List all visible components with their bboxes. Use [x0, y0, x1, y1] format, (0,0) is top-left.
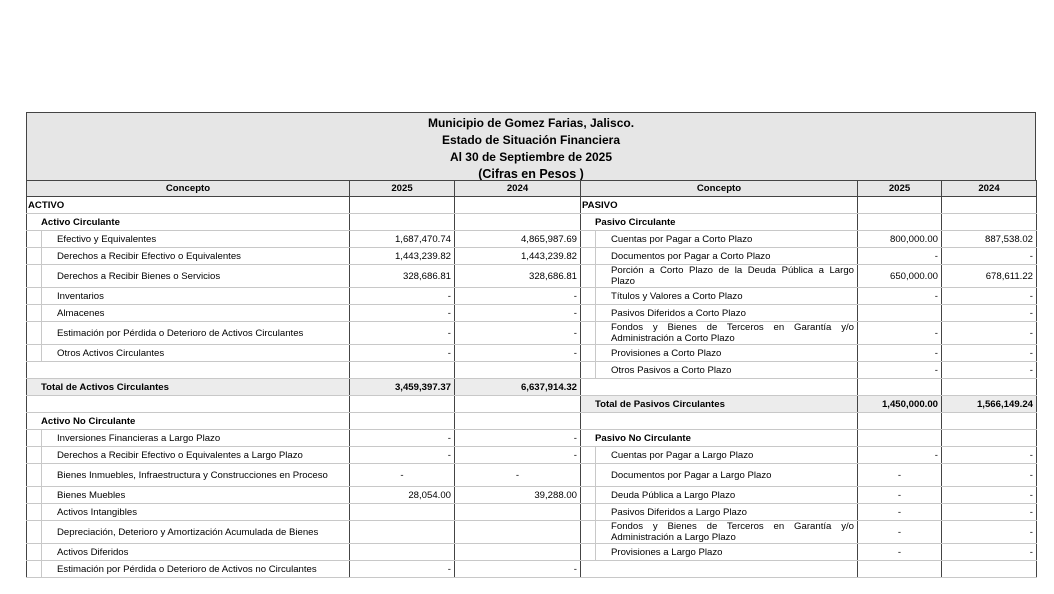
- row-value-2025: -: [350, 447, 455, 464]
- row-label: Efectivo y Equivalentes: [27, 231, 350, 248]
- column-header-row: [27, 181, 1037, 197]
- row-value-2025: -: [350, 345, 455, 362]
- table-row: [27, 345, 1037, 362]
- row-value-2024: -: [942, 464, 1037, 487]
- row-label: Bienes Muebles: [27, 487, 350, 504]
- row-value-2024: -: [455, 322, 581, 345]
- row-value-2025: 1,687,470.74: [350, 231, 455, 248]
- row-label: Activos Intangibles: [27, 504, 350, 521]
- row-value-2024: -: [455, 464, 581, 487]
- row-value-2024: -: [942, 288, 1037, 305]
- report-date: Al 30 de Septiembre de 2025: [449, 150, 613, 164]
- entity-name: Municipio de Gomez Farias, Jalisco.: [427, 116, 635, 130]
- row-label: Cuentas por Pagar a Corto Plazo: [581, 231, 858, 248]
- row-label: Provisiones a Largo Plazo: [581, 544, 858, 561]
- row-label: Pasivos Diferidos a Corto Plazo: [581, 305, 858, 322]
- row-label: Otros Activos Circulantes: [27, 345, 350, 362]
- row-value-2025: -: [858, 447, 942, 464]
- row-value-2025: -: [858, 487, 942, 504]
- row-label: Estimación por Pérdida o Deterioro de Activos Circulantes: [27, 322, 350, 345]
- row-value-2025: -: [350, 305, 455, 322]
- table-row: [27, 561, 1037, 578]
- total-activo-circulante-label: Total de Activos Circulantes: [27, 379, 350, 396]
- row-value-2024: [455, 504, 581, 521]
- report-title: Estado de Situación Financiera: [441, 133, 621, 147]
- group-activo-no-circulante: Activo No Circulante: [27, 413, 350, 430]
- row-value-2024: -: [455, 305, 581, 322]
- row-label: Depreciación, Deterioro y Amortización Acumulada de Bienes: [27, 521, 350, 544]
- row-label: Documentos por Pagar a Largo Plazo: [581, 464, 858, 487]
- column-concept-left: Concepto: [27, 181, 350, 197]
- row-label: Fondos y Bienes de Terceros en Garantía y/o Administración a Largo Plazo: [581, 521, 858, 544]
- row-value-2024: [455, 544, 581, 561]
- row-value-2024: 1,443,239.82: [455, 248, 581, 265]
- row-label: Provisiones a Corto Plazo: [581, 345, 858, 362]
- table-row: [27, 231, 1037, 248]
- row-label: Cuentas por Pagar a Largo Plazo: [581, 447, 858, 464]
- row-label: Bienes Inmuebles, Infraestructura y Construcciones en Proceso: [27, 464, 350, 487]
- row-value-2025: -: [858, 288, 942, 305]
- table-row: [27, 322, 1037, 345]
- row-value-2024: -: [942, 248, 1037, 265]
- row-value-2025: -: [858, 322, 942, 345]
- row-value-2024: -: [942, 305, 1037, 322]
- row-value-2025: 800,000.00: [858, 231, 942, 248]
- row-value-2025: -: [350, 561, 455, 578]
- row-label: Derechos a Recibir Efectivo o Equivalentes a Largo Plazo: [27, 447, 350, 464]
- row-value-2024: -: [942, 544, 1037, 561]
- row-value-2025: -: [350, 464, 455, 487]
- row-value-2024: -: [455, 288, 581, 305]
- total-activo-circulante-2025: 3,459,397.37: [350, 379, 455, 396]
- row-label: Almacenes: [27, 305, 350, 322]
- row-value-2025: 650,000.00: [858, 265, 942, 288]
- column-2024-right: 2024: [942, 181, 1037, 197]
- row-value-2025: -: [350, 322, 455, 345]
- row-label: Activos Diferidos: [27, 544, 350, 561]
- row-value-2024: -: [455, 345, 581, 362]
- table-row: [27, 379, 1037, 396]
- row-value-2024: [455, 521, 581, 544]
- row-label: Inventarios: [27, 288, 350, 305]
- row-label: Otros Pasivos a Corto Plazo: [581, 362, 858, 379]
- row-value-2025: -: [858, 504, 942, 521]
- table-row: [27, 248, 1037, 265]
- row-value-2024: -: [455, 430, 581, 447]
- row-value-2024: -: [942, 322, 1037, 345]
- table-row: [27, 487, 1037, 504]
- group-pasivo-circulante: Pasivo Circulante: [581, 214, 858, 231]
- total-pasivo-circulante-2025: 1,450,000.00: [858, 396, 942, 413]
- row-value-2025: [350, 521, 455, 544]
- report-units: (Cifras en Pesos ): [478, 167, 584, 181]
- row-value-2025: [350, 504, 455, 521]
- row-label: Títulos y Valores a Corto Plazo: [581, 288, 858, 305]
- row-value-2024: -: [455, 447, 581, 464]
- row-value-2025: [858, 305, 942, 322]
- column-2025-right: 2025: [858, 181, 942, 197]
- row-label: Fondos y Bienes de Terceros en Garantía y/o Administración a Corto Plazo: [581, 322, 858, 345]
- section-pasivo: PASIVO: [581, 197, 858, 214]
- column-concept-right: Concepto: [581, 181, 858, 197]
- row-label: Derechos a Recibir Bienes o Servicios: [27, 265, 350, 288]
- row-value-2025: 28,054.00: [350, 487, 455, 504]
- row-value-2025: -: [858, 345, 942, 362]
- group-activo-circulante: Activo Circulante: [27, 214, 350, 231]
- row-value-2025: -: [858, 464, 942, 487]
- balance-table: [26, 180, 1037, 578]
- row-label: Pasivos Diferidos a Largo Plazo: [581, 504, 858, 521]
- row-value-2024: -: [942, 504, 1037, 521]
- row-value-2024: -: [942, 362, 1037, 379]
- row-value-2024: -: [942, 487, 1037, 504]
- column-2024-left: 2024: [455, 181, 581, 197]
- table-row: [27, 521, 1037, 544]
- row-value-2025: 328,686.81: [350, 265, 455, 288]
- row-value-2025: -: [858, 362, 942, 379]
- row-label: Estimación por Pérdida o Deterioro de Activos no Circulantes: [27, 561, 350, 578]
- group-pasivo-no-circulante: Pasivo No Circulante: [581, 430, 858, 447]
- row-value-2024: 328,686.81: [455, 265, 581, 288]
- table-row: [27, 447, 1037, 464]
- total-pasivo-circulante-label: Total de Pasivos Circulantes: [581, 396, 858, 413]
- row-value-2025: -: [350, 430, 455, 447]
- table-row: [27, 396, 1037, 413]
- total-activo-circulante-2024: 6,637,914.32: [455, 379, 581, 396]
- table-row: [27, 265, 1037, 288]
- table-row: [27, 305, 1037, 322]
- table-row: [27, 214, 1037, 231]
- table-row: [27, 464, 1037, 487]
- table-row: [27, 504, 1037, 521]
- table-row: [27, 544, 1037, 561]
- row-label: Porción a Corto Plazo de la Deuda Pública a Largo Plazo: [581, 265, 858, 288]
- statement-header: [26, 112, 1036, 181]
- table-row: [27, 288, 1037, 305]
- table-row: [27, 430, 1037, 447]
- section-activo: ACTIVO: [27, 197, 350, 214]
- row-value-2024: 4,865,987.69: [455, 231, 581, 248]
- row-label: Inversiones Financieras a Largo Plazo: [27, 430, 350, 447]
- row-value-2024: 887,538.02: [942, 231, 1037, 248]
- row-value-2024: 39,288.00: [455, 487, 581, 504]
- table-row: [27, 413, 1037, 430]
- row-value-2024: -: [942, 345, 1037, 362]
- row-value-2024: -: [455, 561, 581, 578]
- row-value-2025: 1,443,239.82: [350, 248, 455, 265]
- row-value-2024: -: [942, 447, 1037, 464]
- row-value-2025: -: [858, 248, 942, 265]
- row-label: Deuda Pública a Largo Plazo: [581, 487, 858, 504]
- row-value-2025: -: [350, 288, 455, 305]
- column-2025-left: 2025: [350, 181, 455, 197]
- table-row: [27, 197, 1037, 214]
- row-value-2024: 678,611.22: [942, 265, 1037, 288]
- total-pasivo-circulante-2024: 1,566,149.24: [942, 396, 1037, 413]
- row-value-2025: [350, 544, 455, 561]
- row-value-2025: -: [858, 521, 942, 544]
- row-label: Documentos por Pagar a Corto Plazo: [581, 248, 858, 265]
- row-label: Derechos a Recibir Efectivo o Equivalentes: [27, 248, 350, 265]
- table-row: [27, 362, 1037, 379]
- row-value-2024: -: [942, 521, 1037, 544]
- row-value-2025: -: [858, 544, 942, 561]
